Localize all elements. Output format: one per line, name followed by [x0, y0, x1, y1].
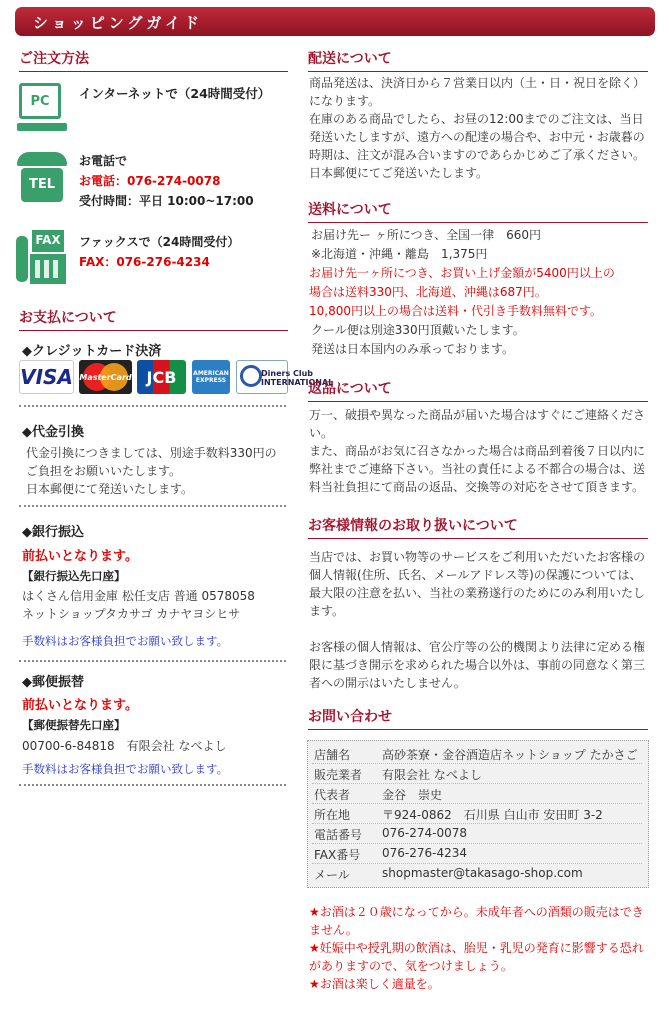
shop-info-row [312, 783, 642, 804]
shipping-text-3: クール便は別途330円頂戴いたします。 [311, 323, 525, 337]
bank-transfer-heading: ◆銀行振込 [22, 525, 84, 540]
shop-info-row [312, 743, 642, 764]
credit-card-heading: ◆クレジットカード決済 [22, 344, 162, 359]
order-phone-number: お電話：076-274-0078 [79, 174, 221, 188]
shipping-red-text-3: 10,800円以上の場合は送料・代引き手数料無料です。 [309, 304, 603, 318]
shop-info-value: 076-274-0078 [382, 826, 468, 840]
shipping-red-text-2: 場合は送料330円、北海道、沖縄は687円。 [309, 285, 547, 299]
shipping-red-text-1: お届け先一ヶ所につき、お買い上げ金額が5400円以上の [309, 266, 615, 280]
order-fax-label: ファックスで（24時間受付） [79, 235, 240, 249]
shop-info-key: 店舗名 [314, 748, 351, 762]
returns-text-2: い。 [309, 426, 334, 440]
mastercard-logo: MasterCard [79, 360, 132, 394]
privacy-text-2: 個人情報(住所、氏名、メールアドレス等)の保護については、 [309, 568, 642, 582]
shop-info-value: 〒924-0862 石川県 白山市 安田町 3-2 [382, 808, 603, 822]
cod-text-1: 代金引換につきましては、別途手数料330円の [26, 446, 277, 460]
shop-info-value: 高砂茶寮・金谷酒造店ネットショップ たかさご [382, 748, 638, 762]
privacy-text-6: お客様の個人情報は、官公庁等の公的機関より法律に定める権 [309, 640, 646, 654]
postal-account-line: 00700-6-84818 有限会社 なべよし [22, 739, 227, 753]
delivery-text-4: 発送いたしますが、遠方への配達の場合や、お中元・お歳暮の [309, 130, 645, 144]
shop-info-value: 076-276-4234 [382, 846, 468, 860]
order-phone-label: お電話で [79, 154, 128, 168]
delivery-text-6: 日本郵便にてご発送いたします。 [309, 166, 489, 180]
shop-info-value: 金谷 崇史 [382, 788, 443, 802]
visa-logo: VISA [19, 360, 74, 394]
payment-heading: お支払について [19, 307, 288, 331]
alcohol-note-4: がありますので、気をつけましょう。 [309, 959, 513, 973]
delivery-text-5: 時期は、注文が混み合いますのであらかじめご了承ください。 [309, 148, 646, 162]
shop-info-key: 電話番号 [314, 828, 363, 842]
bank-account-line-1: はくさん信用金庫 松任支店 普通 0578058 [22, 589, 255, 603]
bank-fee-note: 手数料はお客様負担でお願い致します。 [22, 634, 229, 648]
order-internet-text: インターネットで（24時間受付） [79, 86, 271, 101]
shipping-text-2: ※北海道・沖縄・離島 1,375円 [311, 247, 488, 261]
cod-heading: ◆代金引換 [22, 425, 84, 440]
divider [19, 405, 286, 407]
alcohol-note-3: ★妊娠中や授乳期の飲酒は、胎児・乳児の発育に影響する恐れ [309, 941, 644, 955]
postal-prepay-notice: 前払いとなります。 [22, 698, 138, 713]
returns-text-1: 万一、破損や異なった商品が届いた場合はすぐにご連絡くださ [309, 408, 646, 422]
pc-icon: PC [17, 83, 67, 133]
delivery-heading: 配送について [308, 48, 648, 72]
shop-info-key: 販売業者 [314, 768, 363, 782]
postal-transfer-heading: ◆郵便振替 [22, 675, 84, 690]
returns-text-4: 弊社までご連絡下さい。当社の責任による不都合の場合は、送 [309, 462, 646, 476]
telephone-icon: TEL [17, 152, 67, 204]
postal-fee-note: 手数料はお客様負担でお願い致します。 [22, 762, 229, 776]
divider [19, 505, 286, 507]
shop-info-table [307, 740, 649, 888]
cod-text-2: ご負担をお願いいたします。 [26, 464, 182, 478]
bank-prepay-notice: 前払いとなります。 [22, 549, 138, 564]
amex-logo: AMERICAN EXPRESS [192, 360, 230, 394]
shop-info-key: 代表者 [314, 788, 351, 802]
privacy-text-1: 当店では、お買い物等のサービスをご利用いただいたお客様の [309, 550, 646, 564]
alcohol-note-1: ★お酒は２０歳になってから。未成年者への酒類の販売はでき [309, 905, 644, 919]
privacy-heading: お客様情報のお取り扱いについて [308, 515, 648, 539]
divider [19, 784, 286, 786]
delivery-text-2: になります。 [309, 94, 381, 108]
shop-info-row [312, 843, 642, 864]
returns-heading: 返品について [308, 378, 648, 402]
shop-info-key: メール [314, 868, 350, 882]
shopping-guide-banner [15, 7, 655, 36]
shop-info-row [312, 823, 642, 844]
bank-account-line-2: ネットショップタカサゴ カナヤヨシヒサ [22, 607, 241, 621]
delivery-text-1: 商品発送は、決済日から７営業日以内（土・日・祝日を除く） [309, 76, 646, 90]
shop-email-link[interactable]: shopmaster@takasago-shop.com [382, 866, 583, 880]
delivery-text-3: 在庫のある商品でしたら、お昼の12:00までのご注文は、当日 [309, 112, 644, 126]
shipping-text-1: お届け先ー ヶ所につき、全国一律 660円 [311, 228, 542, 242]
shop-info-value: 有限会社 なべよし [382, 768, 482, 782]
jcb-logo: JCB [137, 360, 186, 394]
shop-info-key: 所在地 [314, 808, 351, 822]
diners-club-logo: Diners Club INTERNATIONAL [236, 360, 288, 394]
cod-text-3: 日本郵便にて発送いたします。 [26, 482, 194, 496]
privacy-text-7: 限に基づき開示を求められた場合以外は、事前の同意なく第三 [309, 658, 646, 672]
fax-icon: FAX [16, 230, 66, 284]
shipping-text-4: 発送は日本国内のみ承っております。 [311, 342, 515, 356]
alcohol-note-5: ★お酒は楽しく適量を。 [309, 977, 440, 991]
shop-info-row [312, 803, 642, 824]
returns-text-3: また、商品がお気に召さなかった場合は商品到着後７日以内に [309, 444, 646, 458]
privacy-text-4: ます。 [309, 604, 345, 618]
bank-account-title: 【銀行振込先口座】 [22, 569, 126, 583]
banner-title: ショッピングガイド [33, 14, 203, 32]
shop-info-row [312, 763, 642, 784]
postal-account-title: 【郵便振替先口座】 [22, 718, 126, 732]
order-fax-number: FAX：076-276-4234 [79, 255, 210, 269]
order-phone-hours: 受付時間：平日 10:00~17:00 [79, 194, 254, 208]
order-method-heading: ご注文方法 [19, 48, 288, 72]
shop-info-row [312, 863, 642, 883]
privacy-text-8: 者への開示はいたしません。 [309, 676, 466, 690]
shipping-fee-heading: 送料について [308, 199, 648, 223]
privacy-text-3: 最大限の注意を払い、当社の業務遂行のためにのみ利用いたし [309, 586, 646, 600]
divider [19, 660, 286, 662]
returns-text-5: 料当社負担にて商品の返品、交換等の対応をさせて頂きます。 [309, 480, 645, 494]
contact-heading: お問い合わせ [308, 706, 648, 730]
shop-info-key: FAX番号 [314, 848, 361, 862]
alcohol-note-2: ません。 [309, 923, 358, 937]
